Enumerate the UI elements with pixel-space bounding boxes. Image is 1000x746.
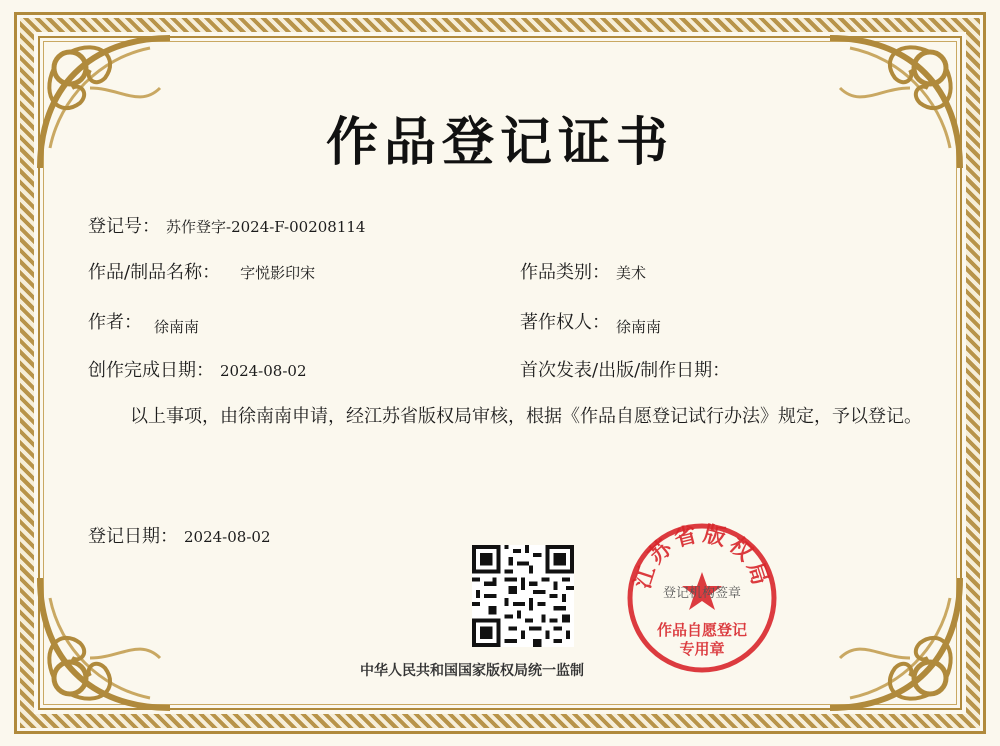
author	[88, 308, 199, 334]
completion-date-value: 2024-08-02	[220, 362, 307, 380]
work-category-label: 作品类别：	[520, 262, 610, 283]
qr-code-icon[interactable]	[472, 545, 574, 647]
work-name-label: 作品/制品名称：	[88, 262, 221, 283]
seal-bottom-line1: 作品自愿登记	[656, 621, 748, 639]
certificate-title: 作品登记证书	[325, 112, 674, 173]
work-name	[88, 258, 315, 284]
author-label: 作者：	[88, 312, 142, 333]
registration-date-value: 2024-08-02	[184, 528, 271, 546]
publish-date-label: 首次发表/出版/制作日期：	[520, 360, 731, 381]
corner-ornament-icon	[30, 568, 180, 718]
registration-date	[88, 522, 270, 548]
copyright-owner-value: 徐南南	[616, 318, 662, 336]
completion-date-label: 创作完成日期：	[88, 360, 214, 381]
seal-middle-text: 登记机构签章	[662, 586, 742, 601]
copyright-owner	[520, 308, 661, 334]
corner-ornament-icon	[820, 568, 970, 718]
copyright-owner-label: 著作权人：	[520, 312, 610, 333]
seal-top-text: 江苏省版权局	[629, 522, 775, 592]
work-category-value: 美术	[616, 264, 647, 282]
registration-date-label: 登记日期：	[88, 526, 178, 547]
seal-bottom-line2: 专用章	[679, 640, 725, 658]
completion-date	[88, 356, 306, 382]
work-category	[520, 258, 646, 284]
author-value: 徐南南	[154, 318, 200, 336]
work-name-value: 字悦影印宋	[240, 264, 316, 282]
supervision-text: 中华人民共和国国家版权局统一监制	[360, 663, 584, 679]
registration-number	[88, 212, 365, 238]
publish-date	[520, 356, 736, 382]
official-seal-icon	[626, 522, 778, 674]
registration-number-value: 苏作登字-2024-F-00208114	[166, 218, 366, 236]
registration-number-label: 登记号：	[88, 216, 160, 237]
registration-statement: 以上事项，由徐南南申请，经江苏省版权局审核，根据《作品自愿登记试行办法》规定，予以登记。	[130, 406, 922, 427]
